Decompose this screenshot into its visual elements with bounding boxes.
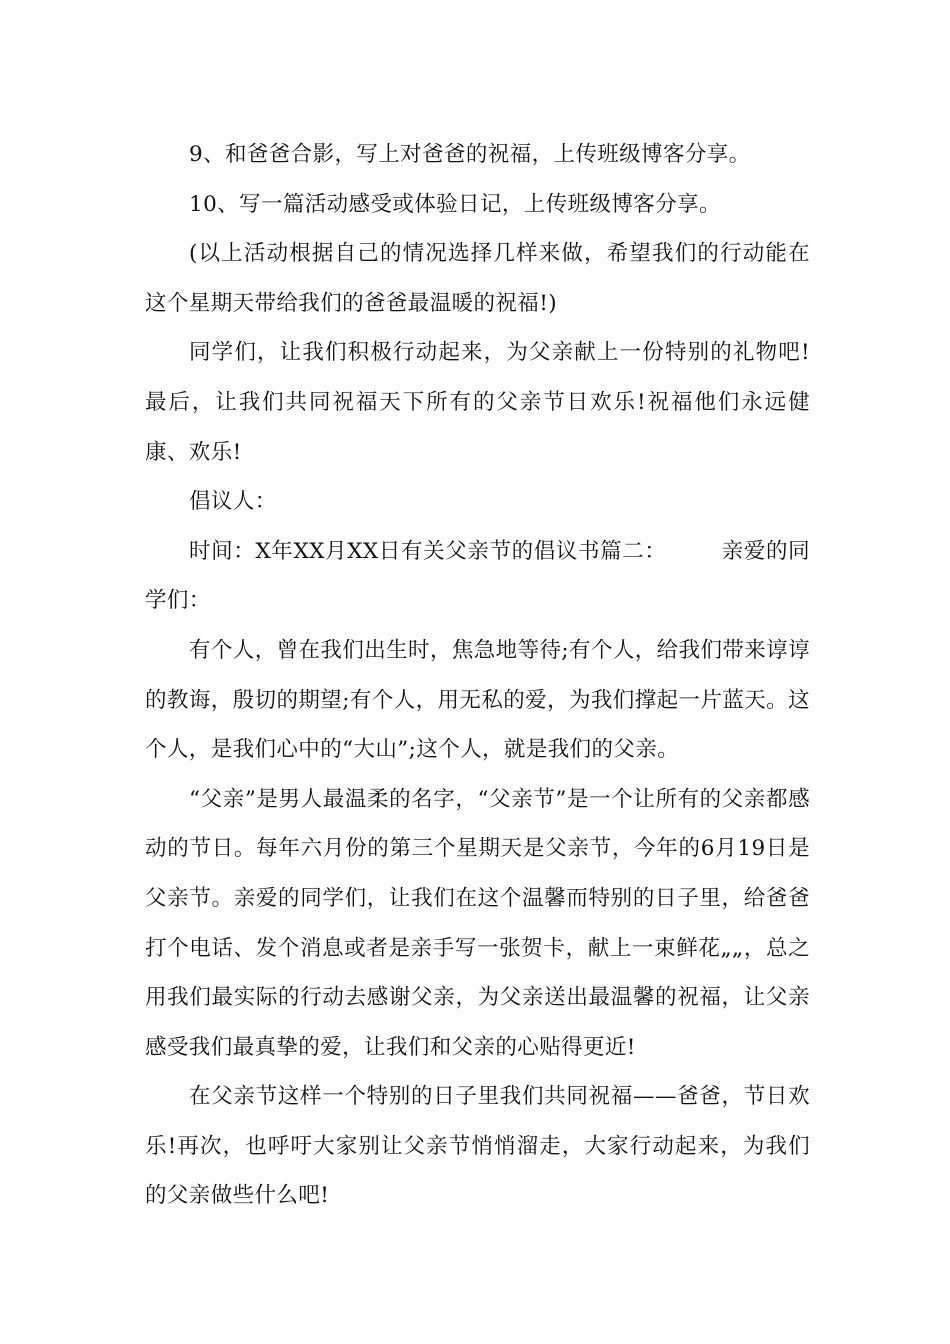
greeting-text: 亲爱的同学们：: [145, 538, 810, 614]
paragraph-item-9: 9、和爸爸合影，写上对爸爸的祝福，上传班级博客分享。: [189, 142, 751, 167]
paragraph-item-10: 10、写一篇活动感受或体验日记，上传班级博客分享。: [189, 191, 721, 217]
paragraph-activity-note: (以上活动根据自己的情况选择几样来做，希望我们的行动能在这个星期天带给我们的爸爸最温暖的祝福!): [145, 241, 810, 316]
document-body: [145, 130, 810, 1221]
paragraph-call-to-action: 同学们，让我们积极行动起来，为父亲献上一份特别的礼物吧!最后，让我们共同祝福天下所有的父亲节日欢乐!祝福他们永远健康、欢乐!: [145, 340, 810, 465]
paragraph-closing: 在父亲节这样一个特别的日子里我们共同祝福——爸爸，节日欢乐!再次，也呼吁大家别让父亲节悄悄溜走，大家行动起来，为我们的父亲做些什么吧!: [145, 1084, 810, 1209]
paragraph-time-line: [145, 527, 810, 626]
paragraph-intro: 有个人，曾在我们出生时，焦急地等待;有个人，给我们带来谆谆的教诲，殷切的期望;有个人，用无私的爱，为我们撑起一片蓝天。这个人，是我们心中的“大山”;这个人，就是我们的父亲。: [145, 637, 810, 763]
paragraph-father-name: “父亲”是男人最温柔的名字，“父亲节”是一个让所有的父亲都感动的节日。每年六月份的第三个星期天是父亲节，今年的6月19日是父亲节。亲爱的同学们，让我们在这个温馨而特别的日子里，给爸爸打个电话、发个消息或者是亲手写一张贺卡，献上一束鲜花„„，总之用我们最实际的行动去感谢父亲，为父亲送出最温馨的祝福，让父亲感受我们最真挚的爱，让我们和父亲的心贴得更近!: [145, 786, 810, 1060]
paragraph-initiator: 倡议人：: [189, 489, 277, 515]
time-text: 时间：X年XX月XX日有关父亲节的倡议书篇二：: [189, 538, 667, 564]
